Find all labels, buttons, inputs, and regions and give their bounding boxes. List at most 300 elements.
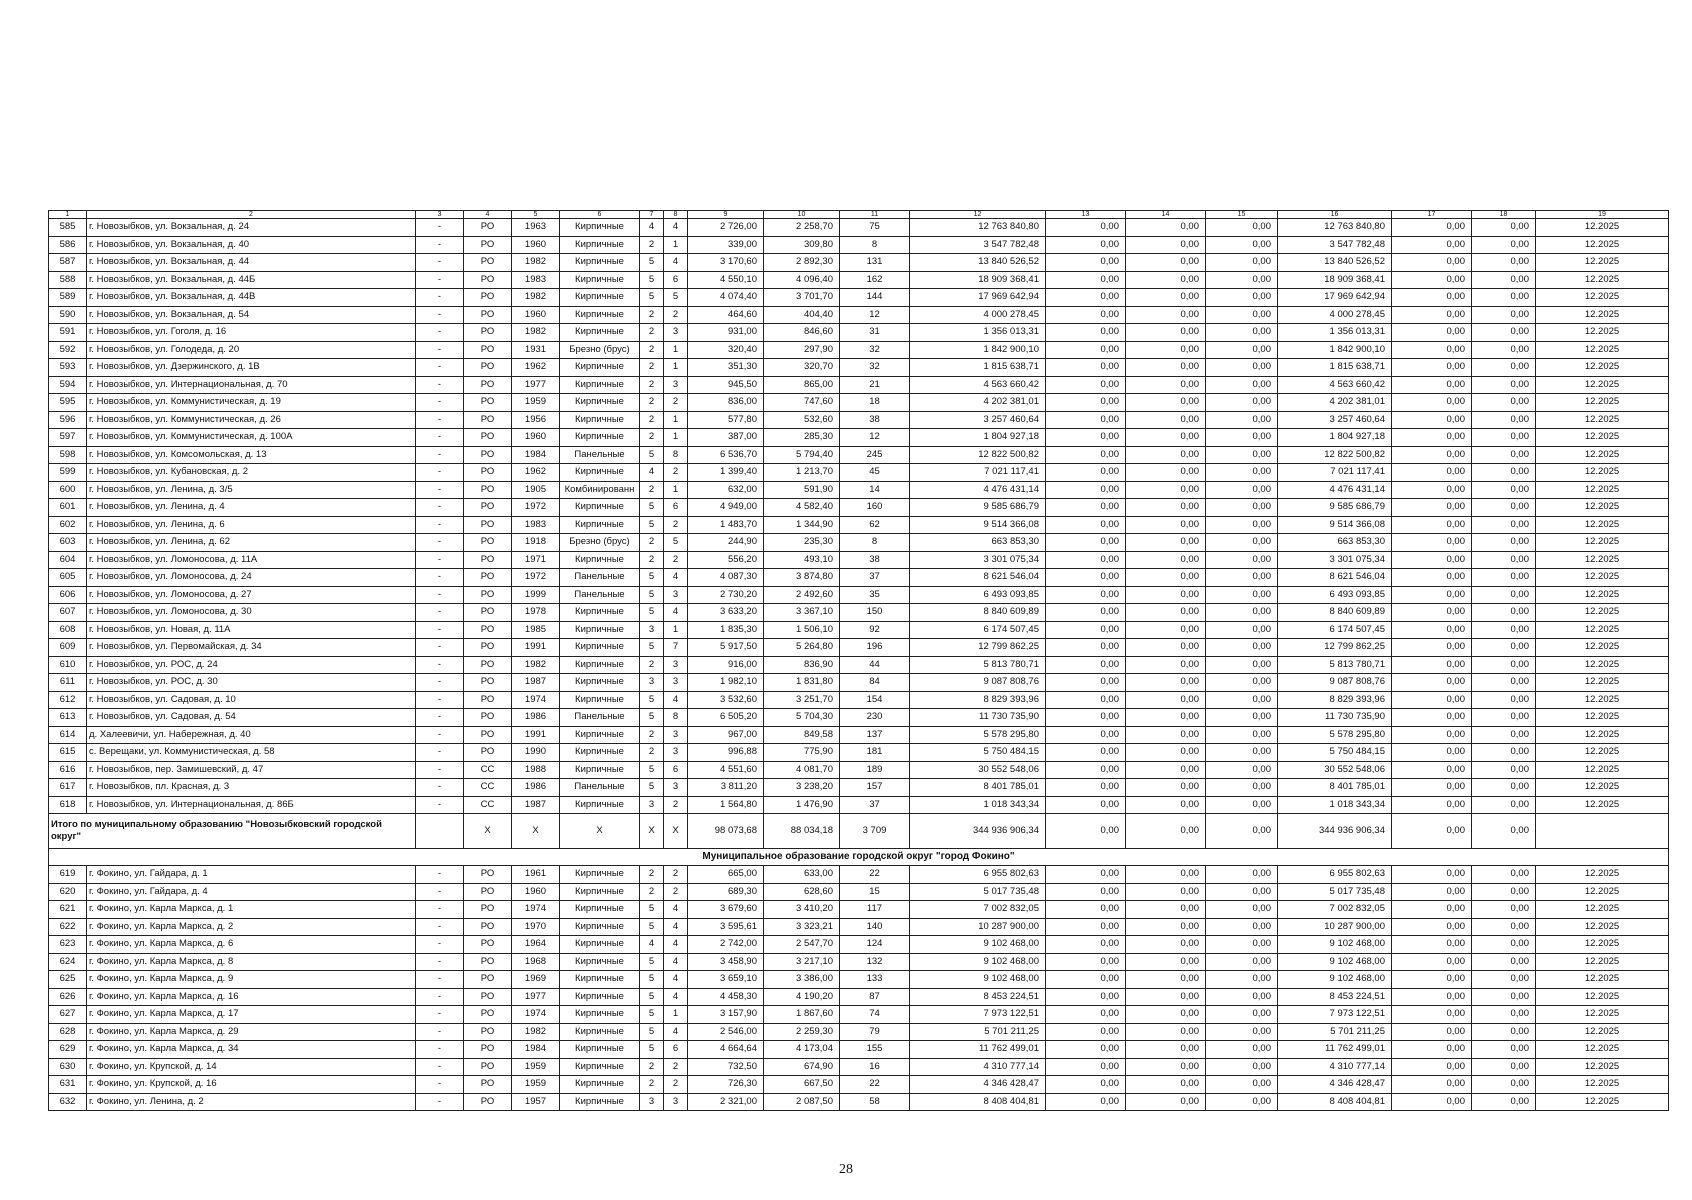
table-cell: 2 [640, 394, 664, 412]
table-cell: 0,00 [1126, 691, 1206, 709]
table-cell: 0,00 [1046, 1093, 1126, 1111]
table-cell: 0,00 [1126, 761, 1206, 779]
table-cell: 12 [840, 429, 910, 447]
table-cell: 0,00 [1046, 918, 1126, 936]
table-cell: 12.2025 [1536, 953, 1669, 971]
table-cell: 0,00 [1206, 918, 1278, 936]
table-cell: 596 [49, 411, 87, 429]
table-cell: 1970 [512, 918, 560, 936]
table-cell: 4 [664, 219, 688, 237]
table-cell: 5 [640, 691, 664, 709]
table-row [49, 866, 1669, 884]
table-cell: РО [464, 918, 512, 936]
table-cell: - [416, 796, 464, 814]
table-cell: 607 [49, 604, 87, 622]
table-cell: 12 799 862,25 [1278, 639, 1392, 657]
table-cell: 0,00 [1206, 324, 1278, 342]
table-cell: 9 102 468,00 [910, 971, 1046, 989]
table-cell: 2 321,00 [688, 1093, 764, 1111]
column-number-cell: 19 [1536, 211, 1669, 219]
table-cell: 3 [664, 726, 688, 744]
address-cell: г. Новозыбков, ул. Комсомольская, д. 13 [87, 446, 416, 464]
table-cell: 587 [49, 254, 87, 272]
table-cell: 0,00 [1206, 709, 1278, 727]
table-row [49, 988, 1669, 1006]
table-cell: 12.2025 [1536, 1041, 1669, 1059]
table-cell: РО [464, 516, 512, 534]
table-cell: - [416, 988, 464, 1006]
table-cell: 0,00 [1046, 341, 1126, 359]
table-cell: Кирпичные [560, 394, 640, 412]
table-cell: 631 [49, 1076, 87, 1094]
table-cell: 4 582,40 [764, 499, 840, 517]
address-cell: г. Новозыбков, ул. РОС, д. 24 [87, 656, 416, 674]
total-cell: Х [464, 814, 512, 849]
table-cell: 4 [664, 1023, 688, 1041]
table-cell: 610 [49, 656, 87, 674]
table-cell: 0,00 [1206, 936, 1278, 954]
table-cell: 0,00 [1046, 988, 1126, 1006]
table-cell: РО [464, 1058, 512, 1076]
address-cell: г. Новозыбков, ул. Ленина, д. 62 [87, 534, 416, 552]
table-cell: 0,00 [1206, 691, 1278, 709]
table-cell: 3 157,90 [688, 1006, 764, 1024]
table-cell: 0,00 [1046, 254, 1126, 272]
table-cell: РО [464, 499, 512, 517]
table-cell: 615 [49, 744, 87, 762]
table-cell: 0,00 [1472, 481, 1536, 499]
table-cell: 4 310 777,14 [1278, 1058, 1392, 1076]
table-cell: 37 [840, 796, 910, 814]
table-cell: 2 [640, 551, 664, 569]
table-cell: 0,00 [1206, 569, 1278, 587]
table-cell: 74 [840, 1006, 910, 1024]
table-cell: 0,00 [1046, 656, 1126, 674]
table-cell: 1 [664, 359, 688, 377]
table-cell: РО [464, 726, 512, 744]
table-cell: 0,00 [1126, 394, 1206, 412]
table-cell: 0,00 [1472, 761, 1536, 779]
table-cell: 0,00 [1206, 394, 1278, 412]
table-cell: 464,60 [688, 306, 764, 324]
table-cell: 0,00 [1126, 1041, 1206, 1059]
table-cell: 4 563 660,42 [910, 376, 1046, 394]
table-cell: 0,00 [1206, 236, 1278, 254]
table-cell: 5 750 484,15 [1278, 744, 1392, 762]
table-cell: 0,00 [1126, 289, 1206, 307]
table-cell: 3 [664, 744, 688, 762]
table-cell: 0,00 [1046, 534, 1126, 552]
section-title: Муниципальное образование городской округ "город Фокино" [49, 849, 1669, 866]
table-cell: 3 [664, 674, 688, 692]
table-cell: 12.2025 [1536, 639, 1669, 657]
table-cell: 5 917,50 [688, 639, 764, 657]
table-cell: Кирпичные [560, 411, 640, 429]
table-cell: РО [464, 1093, 512, 1111]
table-cell: 0,00 [1392, 988, 1472, 1006]
table-cell: 3 [664, 324, 688, 342]
address-cell: г. Фокино, ул. Карла Маркса, д. 17 [87, 1006, 416, 1024]
table-cell: 0,00 [1126, 499, 1206, 517]
table-cell: 0,00 [1472, 534, 1536, 552]
table-cell: 0,00 [1126, 271, 1206, 289]
table-cell: 12 763 840,80 [1278, 219, 1392, 237]
table-cell: 0,00 [1392, 324, 1472, 342]
table-cell: РО [464, 376, 512, 394]
table-cell: - [416, 971, 464, 989]
register-table-container [48, 210, 1648, 1111]
table-cell: 1 [664, 1006, 688, 1024]
table-cell: 1974 [512, 1006, 560, 1024]
table-cell: 3 323,21 [764, 918, 840, 936]
table-cell: 1987 [512, 796, 560, 814]
table-cell: 665,00 [688, 866, 764, 884]
table-cell: 0,00 [1472, 883, 1536, 901]
total-cell: 0,00 [1472, 814, 1536, 849]
table-row [49, 936, 1669, 954]
table-cell: 140 [840, 918, 910, 936]
table-cell: 0,00 [1392, 499, 1472, 517]
table-row [49, 691, 1669, 709]
table-cell: 9 087 808,76 [1278, 674, 1392, 692]
table-cell: 17 969 642,94 [910, 289, 1046, 307]
table-cell: 605 [49, 569, 87, 587]
table-row [49, 376, 1669, 394]
table-cell: 2 546,00 [688, 1023, 764, 1041]
table-row [49, 586, 1669, 604]
table-cell: 2 [664, 516, 688, 534]
table-cell: Кирпичные [560, 1058, 640, 1076]
table-cell: 865,00 [764, 376, 840, 394]
table-cell: 2 [640, 744, 664, 762]
table-cell: 4 202 381,01 [1278, 394, 1392, 412]
table-cell: 619 [49, 866, 87, 884]
table-cell: 0,00 [1126, 306, 1206, 324]
table-cell: 0,00 [1206, 289, 1278, 307]
table-cell: 1 [664, 481, 688, 499]
column-number-cell: 15 [1206, 211, 1278, 219]
table-cell: 0,00 [1392, 744, 1472, 762]
table-cell: 244,90 [688, 534, 764, 552]
address-cell: г. Фокино, ул. Карла Маркса, д. 34 [87, 1041, 416, 1059]
table-cell: 2 [664, 796, 688, 814]
table-cell: 0,00 [1206, 621, 1278, 639]
table-cell: РО [464, 1076, 512, 1094]
table-cell: 12.2025 [1536, 394, 1669, 412]
table-cell: 12.2025 [1536, 586, 1669, 604]
table-cell: 0,00 [1046, 936, 1126, 954]
table-cell: 1 982,10 [688, 674, 764, 692]
table-cell: 4 [664, 936, 688, 954]
table-cell: 3 874,80 [764, 569, 840, 587]
table-cell: 1978 [512, 604, 560, 622]
table-cell: 87 [840, 988, 910, 1006]
table-cell: 1 483,70 [688, 516, 764, 534]
table-cell: 1959 [512, 1076, 560, 1094]
table-row [49, 219, 1669, 237]
register-table-body [49, 211, 1669, 1111]
column-number-cell: 9 [688, 211, 764, 219]
table-cell: 8 621 546,04 [910, 569, 1046, 587]
table-cell: 592 [49, 341, 87, 359]
table-cell: 5 813 780,71 [1278, 656, 1392, 674]
table-cell: Брезно (брус) [560, 534, 640, 552]
table-cell: 1977 [512, 376, 560, 394]
table-cell: 1 [664, 429, 688, 447]
table-cell: - [416, 411, 464, 429]
table-cell: 5 578 295,80 [1278, 726, 1392, 744]
table-cell: - [416, 289, 464, 307]
table-cell: 12.2025 [1536, 656, 1669, 674]
address-cell: с. Верещаки, ул. Коммунистическая, д. 58 [87, 744, 416, 762]
address-cell: г. Новозыбков, пер. Замишевский, д. 47 [87, 761, 416, 779]
table-cell: - [416, 1041, 464, 1059]
table-cell: 0,00 [1126, 988, 1206, 1006]
table-cell: 230 [840, 709, 910, 727]
table-cell: 32 [840, 359, 910, 377]
table-cell: 663 853,30 [1278, 534, 1392, 552]
table-cell: 0,00 [1392, 411, 1472, 429]
table-cell: 0,00 [1392, 1093, 1472, 1111]
address-cell: г. Новозыбков, ул. Коммунистическая, д. 26 [87, 411, 416, 429]
table-cell: 4 346 428,47 [1278, 1076, 1392, 1094]
table-cell: 6 [664, 499, 688, 517]
table-cell: - [416, 464, 464, 482]
table-cell: 0,00 [1206, 429, 1278, 447]
table-cell: 1962 [512, 464, 560, 482]
table-cell: 603 [49, 534, 87, 552]
table-cell: 5 794,40 [764, 446, 840, 464]
table-cell: Кирпичные [560, 551, 640, 569]
table-row [49, 1041, 1669, 1059]
table-cell: 7 973 122,51 [910, 1006, 1046, 1024]
table-cell: 0,00 [1472, 901, 1536, 919]
table-row [49, 254, 1669, 272]
table-cell: 0,00 [1126, 621, 1206, 639]
page-number: 28 [839, 1162, 853, 1177]
table-cell: 0,00 [1126, 429, 1206, 447]
table-cell: 4 000 278,45 [910, 306, 1046, 324]
table-cell: 0,00 [1392, 236, 1472, 254]
table-cell: 1974 [512, 901, 560, 919]
table-cell: Кирпичные [560, 499, 640, 517]
table-cell: 1 815 638,71 [910, 359, 1046, 377]
table-cell: 5 [640, 953, 664, 971]
table-cell: РО [464, 674, 512, 692]
table-row [49, 918, 1669, 936]
table-cell: 1959 [512, 394, 560, 412]
column-number-cell: 8 [664, 211, 688, 219]
table-row [49, 411, 1669, 429]
address-cell: г. Новозыбков, ул. Вокзальная, д. 54 [87, 306, 416, 324]
table-cell: 3 410,20 [764, 901, 840, 919]
column-number-cell: 13 [1046, 211, 1126, 219]
table-cell: 12.2025 [1536, 1023, 1669, 1041]
column-number-cell: 3 [416, 211, 464, 219]
table-cell: 1 804 927,18 [1278, 429, 1392, 447]
table-cell: 4 087,30 [688, 569, 764, 587]
table-cell: 5 [640, 1041, 664, 1059]
table-row [49, 289, 1669, 307]
table-cell: 4 458,30 [688, 988, 764, 1006]
total-cell: 0,00 [1206, 814, 1278, 849]
table-cell: 747,60 [764, 394, 840, 412]
table-cell: - [416, 306, 464, 324]
table-cell: 12.2025 [1536, 359, 1669, 377]
table-cell: 0,00 [1472, 988, 1536, 1006]
table-cell: 160 [840, 499, 910, 517]
table-cell: 0,00 [1206, 359, 1278, 377]
table-cell: 0,00 [1392, 1006, 1472, 1024]
table-cell: 1968 [512, 953, 560, 971]
table-cell: 1960 [512, 236, 560, 254]
table-cell: Кирпичные [560, 271, 640, 289]
table-cell: 4 [664, 569, 688, 587]
table-cell: 0,00 [1206, 1041, 1278, 1059]
address-cell: г. Новозыбков, ул. Садовая, д. 10 [87, 691, 416, 709]
table-cell: 613 [49, 709, 87, 727]
table-cell: - [416, 219, 464, 237]
table-cell: 3 811,20 [688, 779, 764, 797]
table-cell: 0,00 [1126, 918, 1206, 936]
table-cell: 604 [49, 551, 87, 569]
address-cell: г. Фокино, ул. Карла Маркса, д. 6 [87, 936, 416, 954]
table-cell: РО [464, 306, 512, 324]
table-cell: 0,00 [1392, 936, 1472, 954]
table-cell: 285,30 [764, 429, 840, 447]
address-cell: г. Фокино, ул. Карла Маркса, д. 16 [87, 988, 416, 1006]
table-cell: - [416, 324, 464, 342]
table-cell: 0,00 [1392, 219, 1472, 237]
table-cell: 3 257 460,64 [1278, 411, 1392, 429]
table-cell: 6 493 093,85 [1278, 586, 1392, 604]
table-cell: 0,00 [1046, 1076, 1126, 1094]
table-cell: 5 701 211,25 [910, 1023, 1046, 1041]
table-cell: 0,00 [1126, 551, 1206, 569]
table-cell: 0,00 [1392, 918, 1472, 936]
table-cell: 1959 [512, 1058, 560, 1076]
table-cell: 8 829 393,96 [1278, 691, 1392, 709]
table-row [49, 569, 1669, 587]
table-cell: Кирпичные [560, 674, 640, 692]
table-cell: 0,00 [1392, 586, 1472, 604]
table-cell: 6 955 802,63 [910, 866, 1046, 884]
table-cell: 0,00 [1126, 656, 1206, 674]
table-cell: РО [464, 219, 512, 237]
table-cell: 0,00 [1472, 306, 1536, 324]
table-cell: РО [464, 988, 512, 1006]
table-cell: 0,00 [1126, 796, 1206, 814]
table-cell: 2 742,00 [688, 936, 764, 954]
table-cell: 0,00 [1126, 726, 1206, 744]
total-cell: Х [512, 814, 560, 849]
table-cell: Кирпичные [560, 1076, 640, 1094]
address-cell: г. Новозыбков, ул. Вокзальная, д. 44 [87, 254, 416, 272]
table-cell: 2 [640, 429, 664, 447]
table-row [49, 604, 1669, 622]
table-cell: Комбинированн [560, 481, 640, 499]
table-cell: 732,50 [688, 1058, 764, 1076]
table-cell: 0,00 [1046, 744, 1126, 762]
table-cell: 0,00 [1392, 254, 1472, 272]
table-cell: 0,00 [1126, 779, 1206, 797]
table-cell: 5 [640, 639, 664, 657]
table-cell: СС [464, 779, 512, 797]
table-cell: 1962 [512, 359, 560, 377]
table-cell: 12.2025 [1536, 341, 1669, 359]
table-cell: 2 [640, 236, 664, 254]
table-cell: 1971 [512, 551, 560, 569]
table-row [49, 499, 1669, 517]
table-cell: 1982 [512, 656, 560, 674]
table-cell: - [416, 744, 464, 762]
table-cell: 8 [664, 446, 688, 464]
table-cell: 0,00 [1392, 639, 1472, 657]
table-row [49, 341, 1669, 359]
table-cell: 8 453 224,51 [910, 988, 1046, 1006]
register-table [48, 210, 1669, 1111]
table-cell: Кирпичные [560, 953, 640, 971]
address-cell: г. Новозыбков, ул. Вокзальная, д. 24 [87, 219, 416, 237]
table-cell: 0,00 [1046, 796, 1126, 814]
table-cell: РО [464, 569, 512, 587]
table-cell: 1918 [512, 534, 560, 552]
table-cell: Панельные [560, 446, 640, 464]
table-cell: 2 [640, 376, 664, 394]
table-cell: 12.2025 [1536, 236, 1669, 254]
table-cell: 1984 [512, 1041, 560, 1059]
table-cell: 12.2025 [1536, 936, 1669, 954]
column-number-cell: 12 [910, 211, 1046, 219]
table-cell: 0,00 [1046, 1041, 1126, 1059]
table-cell: 0,00 [1472, 1041, 1536, 1059]
table-cell: 16 [840, 1058, 910, 1076]
table-cell: 12.2025 [1536, 411, 1669, 429]
table-row [49, 779, 1669, 797]
table-cell: 12.2025 [1536, 254, 1669, 272]
table-cell: 12 [840, 306, 910, 324]
table-cell: 0,00 [1126, 481, 1206, 499]
section-row [49, 849, 1669, 866]
table-cell: 0,00 [1472, 936, 1536, 954]
table-cell: 10 287 900,00 [1278, 918, 1392, 936]
total-cell: 98 073,68 [688, 814, 764, 849]
table-cell: 4 202 381,01 [910, 394, 1046, 412]
total-cell: Х [640, 814, 664, 849]
table-cell: 931,00 [688, 324, 764, 342]
table-cell: 3 257 460,64 [910, 411, 1046, 429]
table-cell: 967,00 [688, 726, 764, 744]
table-cell: 0,00 [1392, 341, 1472, 359]
table-cell: 154 [840, 691, 910, 709]
table-cell: 0,00 [1472, 971, 1536, 989]
table-cell: РО [464, 271, 512, 289]
table-cell: - [416, 901, 464, 919]
table-cell: 11 762 499,01 [910, 1041, 1046, 1059]
table-cell: 0,00 [1126, 411, 1206, 429]
table-cell: 1991 [512, 639, 560, 657]
table-cell: 0,00 [1392, 953, 1472, 971]
table-cell: 9 514 366,08 [1278, 516, 1392, 534]
table-row [49, 551, 1669, 569]
table-cell: 1 356 013,31 [910, 324, 1046, 342]
table-cell: 9 102 468,00 [1278, 953, 1392, 971]
table-cell: РО [464, 464, 512, 482]
table-cell: 0,00 [1392, 534, 1472, 552]
table-cell: 625 [49, 971, 87, 989]
table-cell: 131 [840, 254, 910, 272]
table-cell: 0,00 [1206, 656, 1278, 674]
